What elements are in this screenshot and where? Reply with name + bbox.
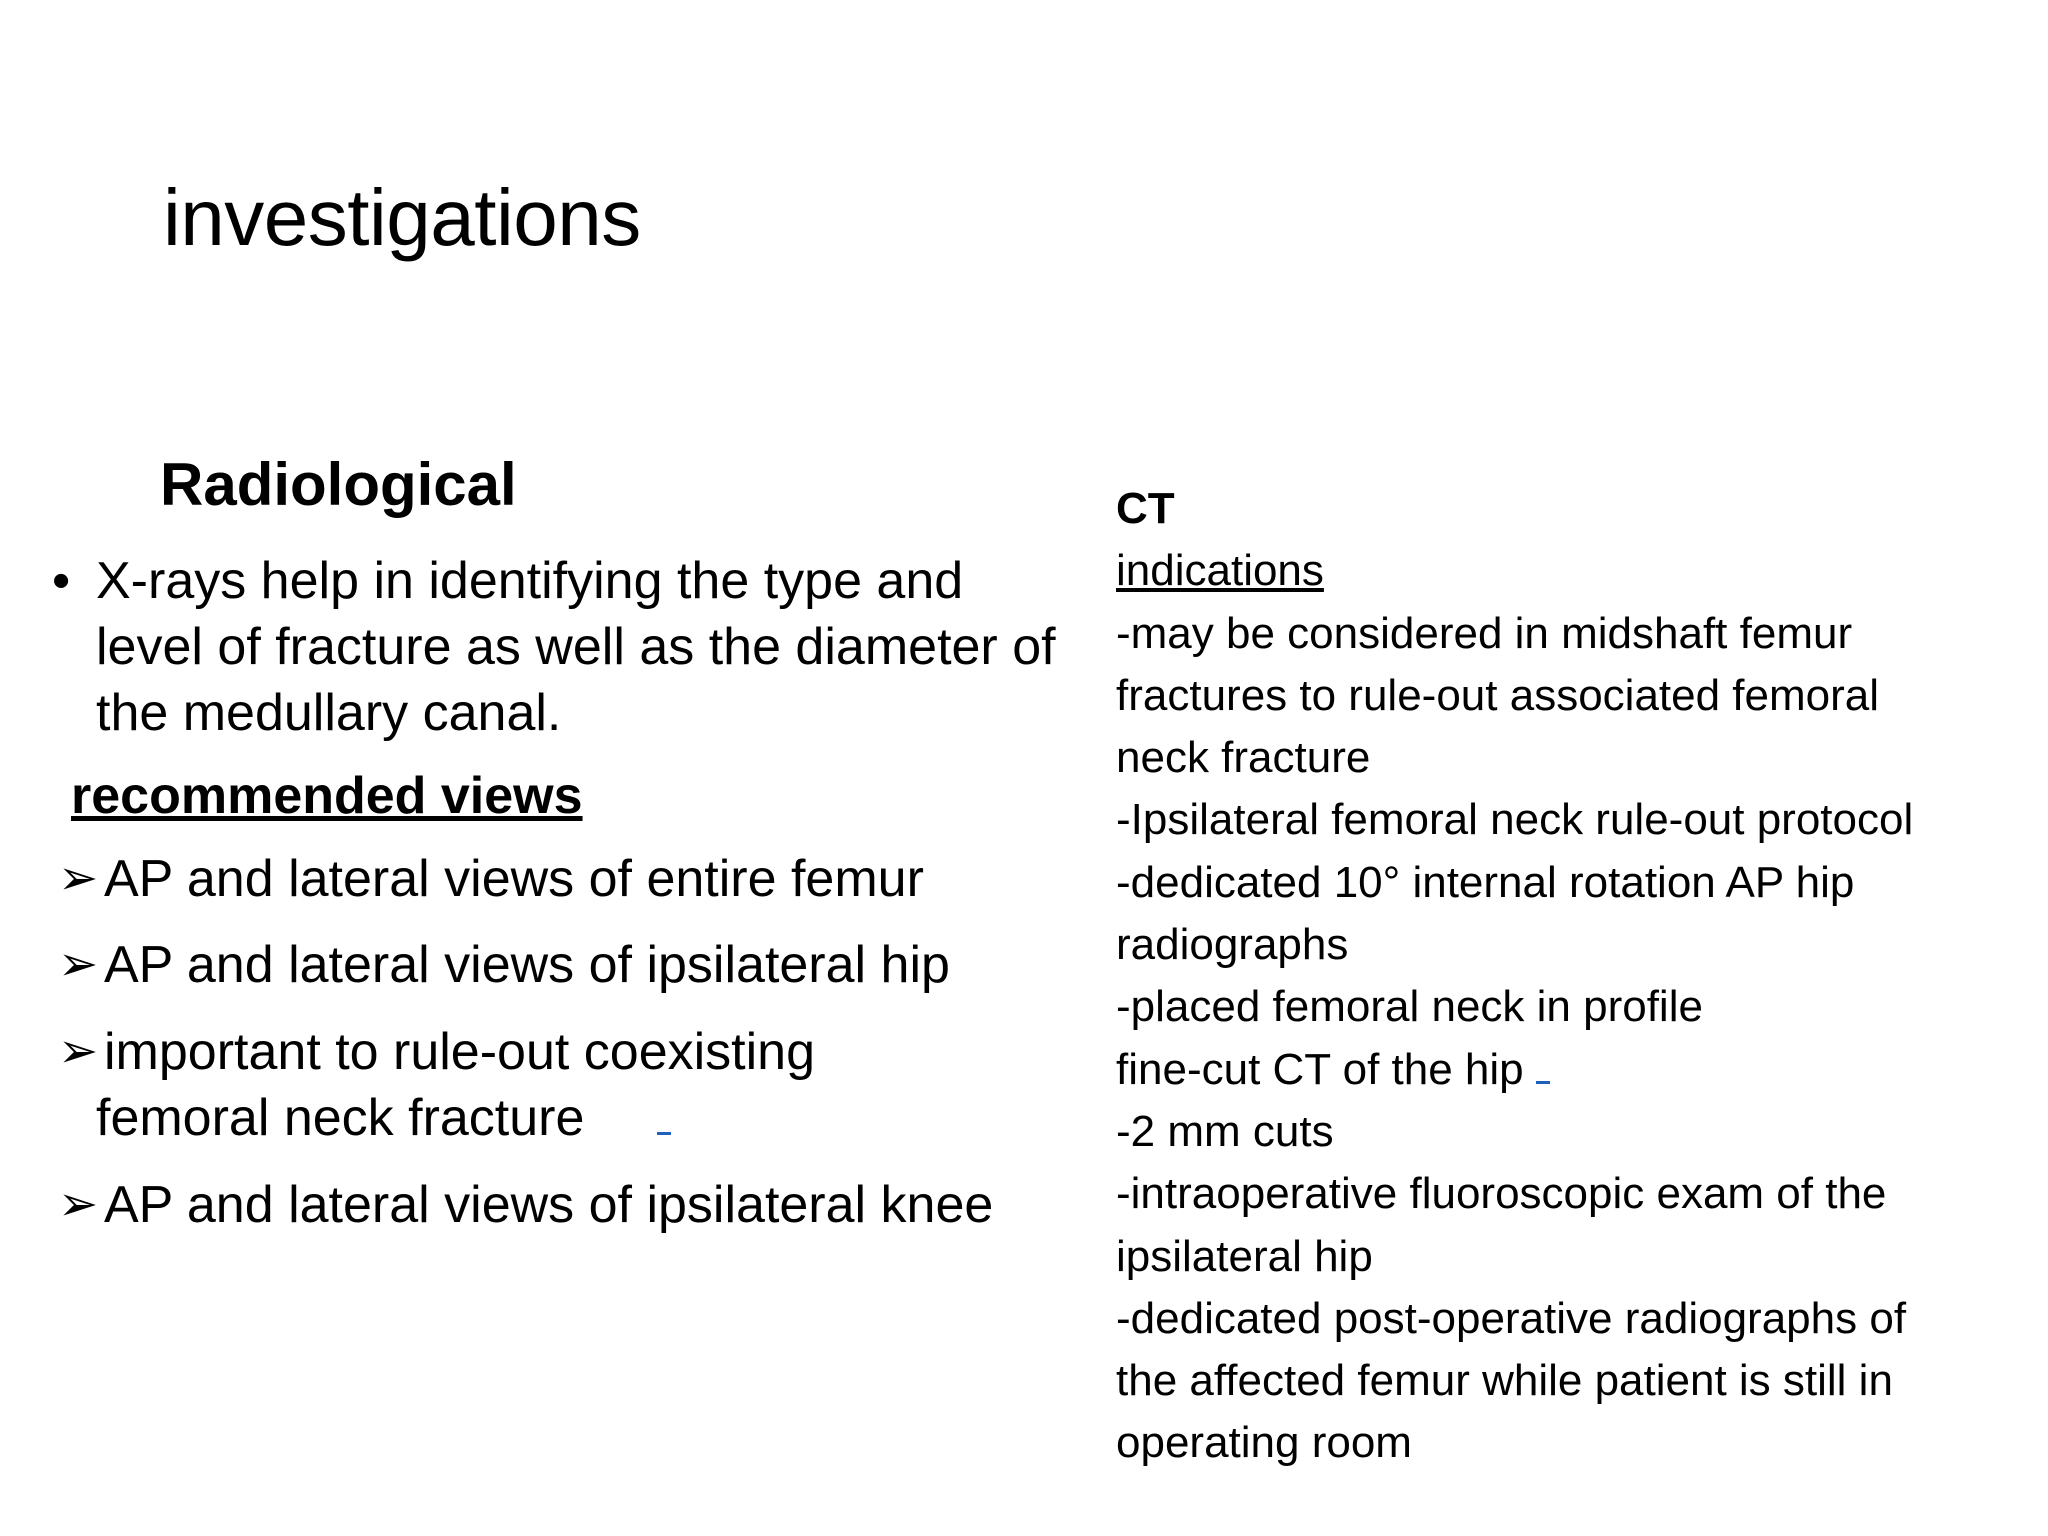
ct-line: the affected femur while patient is still in [1116, 1356, 1893, 1406]
bullet-dot-icon: • [52, 552, 71, 610]
ct-column [1116, 478, 2016, 1475]
ct-line: -dedicated post-operative radiographs of [1116, 1293, 1907, 1343]
view-item-text: AP and lateral views of ipsilateral hip [104, 936, 950, 994]
view-item-text: AP and lateral views of entire femur [104, 850, 924, 908]
radiological-heading: Radiological [160, 451, 517, 518]
ct-line: neck fracture [1116, 733, 1371, 783]
slide-title: investigations [163, 173, 641, 262]
ct-line-fine-cut: fine-cut CT of the hip [1116, 1039, 2016, 1101]
link-mark[interactable] [657, 1122, 671, 1135]
xray-bullet-text: X-rays help in identifying the type and level of fracture as well as the diameter of the medullary canal. [96, 552, 1056, 742]
ct-line: -2 mm cuts [1116, 1106, 1334, 1156]
indications-subheading: indications [1116, 546, 1324, 596]
link-mark[interactable] [1536, 1071, 1550, 1084]
arrow-bullet-icon: ➢ [58, 1025, 99, 1078]
ct-line: -may be considered in midshaft femur [1116, 608, 1853, 658]
ct-line: fractures to rule-out associated femoral [1116, 670, 1880, 720]
ct-line: operating room [1116, 1418, 1412, 1468]
view-item-text [58, 1019, 1078, 1151]
xray-bullet [52, 548, 1072, 746]
view-item-line-1: important to rule-out coexisting [104, 1023, 816, 1081]
ct-line: -dedicated 10° internal rotation AP hip [1116, 857, 1855, 907]
view-item-femur [58, 846, 1078, 912]
recommended-views-heading: recommended views [71, 767, 583, 825]
ct-line: radiographs [1116, 920, 1349, 970]
ct-line: ipsilateral hip [1116, 1231, 1373, 1281]
ct-line: -intraoperative fluoroscopic exam of the [1116, 1169, 1887, 1219]
arrow-bullet-icon: ➢ [58, 852, 99, 905]
ct-line: -placed femoral neck in profile [1116, 982, 1703, 1032]
arrow-bullet-icon: ➢ [58, 1178, 99, 1231]
view-item-knee [58, 1172, 1078, 1238]
view-item-text: AP and lateral views of ipsilateral knee [104, 1176, 994, 1234]
view-item-rule-out [58, 1019, 1078, 1151]
arrow-bullet-icon: ➢ [58, 938, 99, 991]
view-item-hip [58, 932, 1078, 998]
view-item-line-2: femoral neck fracture [96, 1085, 1078, 1151]
ct-line: -Ipsilateral femoral neck rule-out protocol [1116, 795, 1914, 845]
ct-heading: CT [1116, 484, 1175, 533]
